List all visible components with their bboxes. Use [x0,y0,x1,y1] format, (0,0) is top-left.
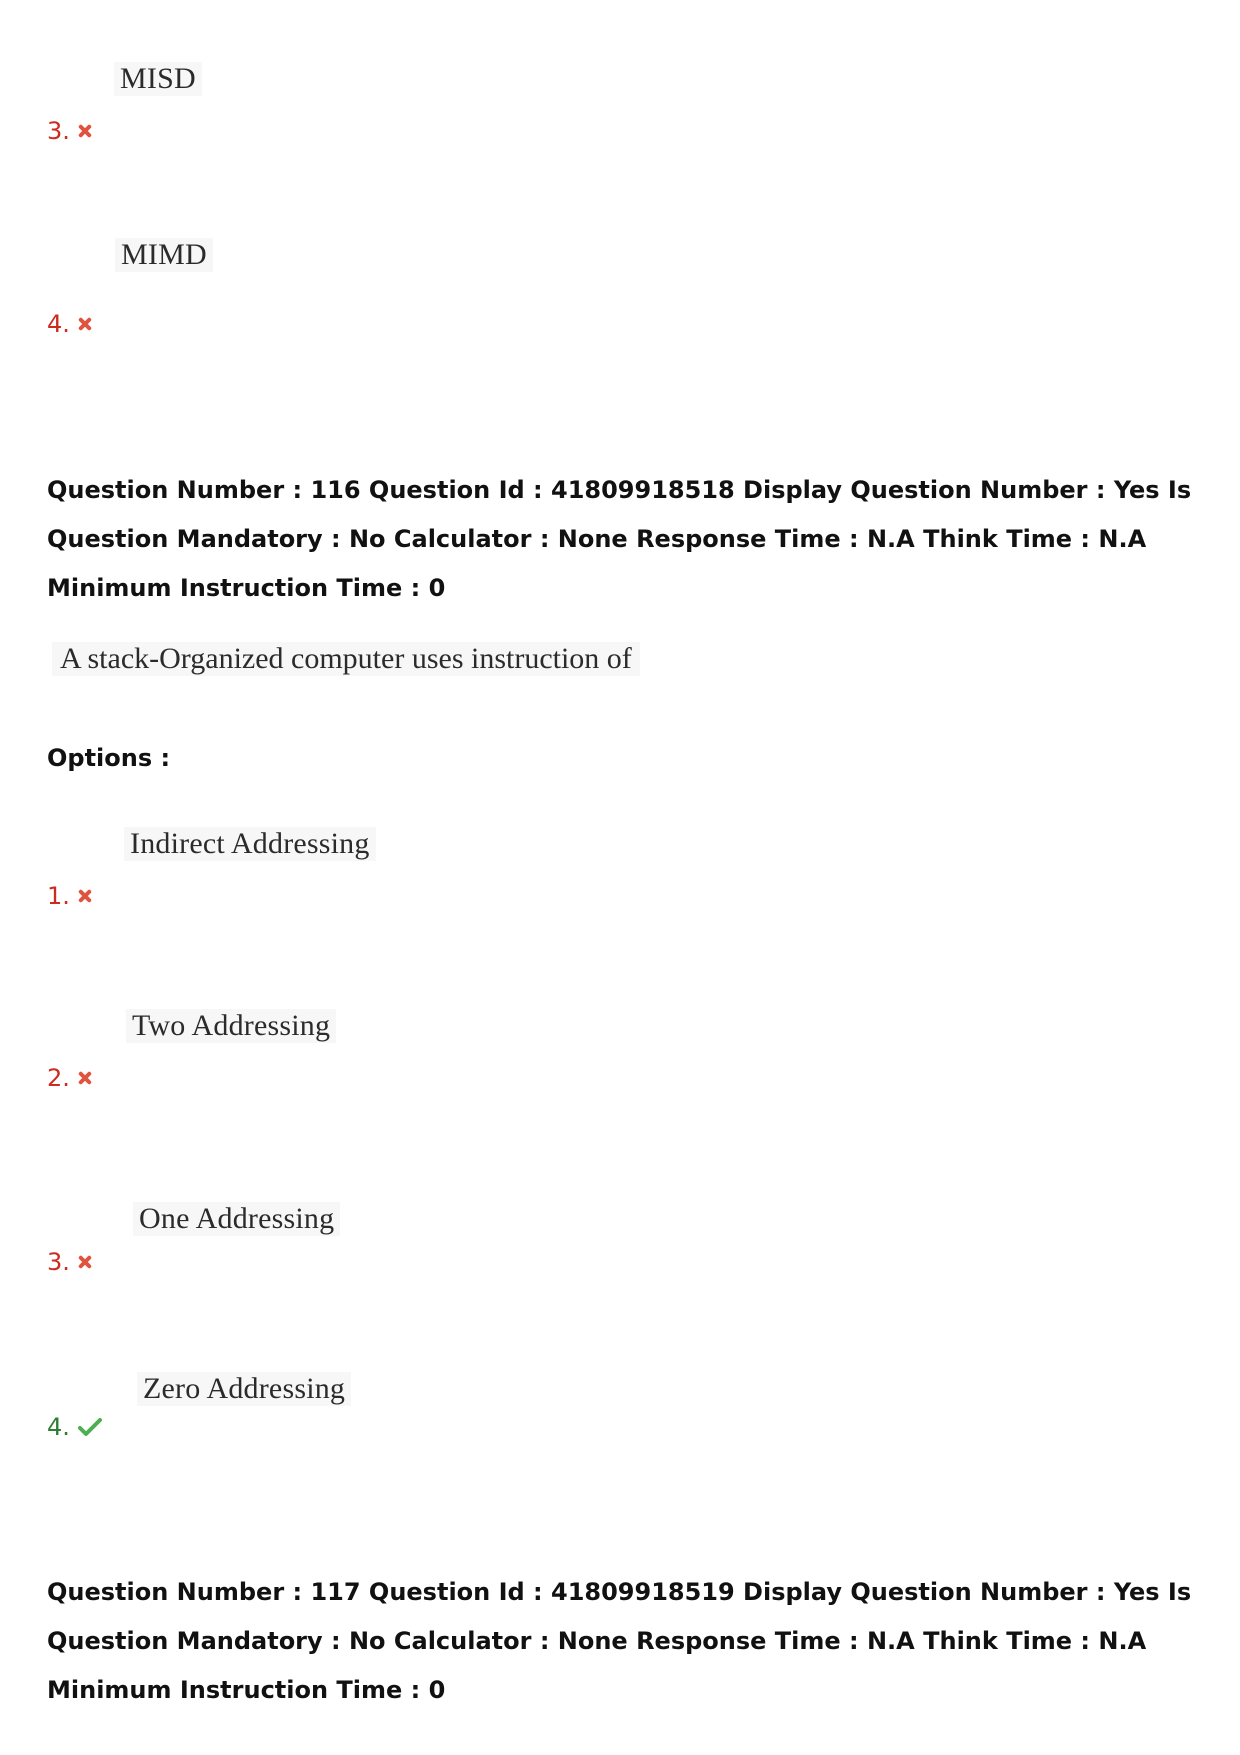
q116-option-1-text: Indirect Addressing [124,827,376,861]
cross-icon [78,1255,92,1269]
prev-option-3-number [47,117,92,145]
cross-icon [78,889,92,903]
cross-icon [78,1071,92,1085]
q116-option-4-number [47,1413,102,1441]
q116-option-1-label: 1. [47,882,70,910]
q116-option-1-number [47,882,92,910]
prev-option-4-number [47,310,92,338]
options-label: Options : [47,744,171,772]
check-icon [78,1417,102,1437]
question-116-meta: Question Number : 116 Question Id : 41809918518 Display Question Number : Yes Is Question Mandatory : No Calculator : None Response Time : N.A Think Time : N.A Minimum Instruction Time : 0 [47,476,1192,602]
question-117-meta: Question Number : 117 Question Id : 41809918519 Display Question Number : Yes Is Question Mandatory : No Calculator : None Response Time : N.A Think Time : N.A Minimum Instruction Time : 0 [47,1578,1192,1704]
q116-option-2-text: Two Addressing [126,1009,336,1043]
cross-icon [78,124,92,138]
cross-icon [78,317,92,331]
q116-option-3-number [47,1248,92,1276]
q116-option-4-label: 4. [47,1413,70,1441]
prev-option-3-text: MISD [114,62,202,96]
q116-option-3-label: 3. [47,1248,70,1276]
q116-option-2-label: 2. [47,1064,70,1092]
q116-option-4-text: Zero Addressing [137,1372,351,1406]
question-116-stem: A stack-Organized computer uses instruction of [52,642,640,676]
prev-option-4-label: 4. [47,310,70,338]
q116-option-3-text: One Addressing [133,1202,340,1236]
q116-option-2-number [47,1064,92,1092]
prev-option-4-text: MIMD [115,238,213,272]
prev-option-3-label: 3. [47,117,70,145]
